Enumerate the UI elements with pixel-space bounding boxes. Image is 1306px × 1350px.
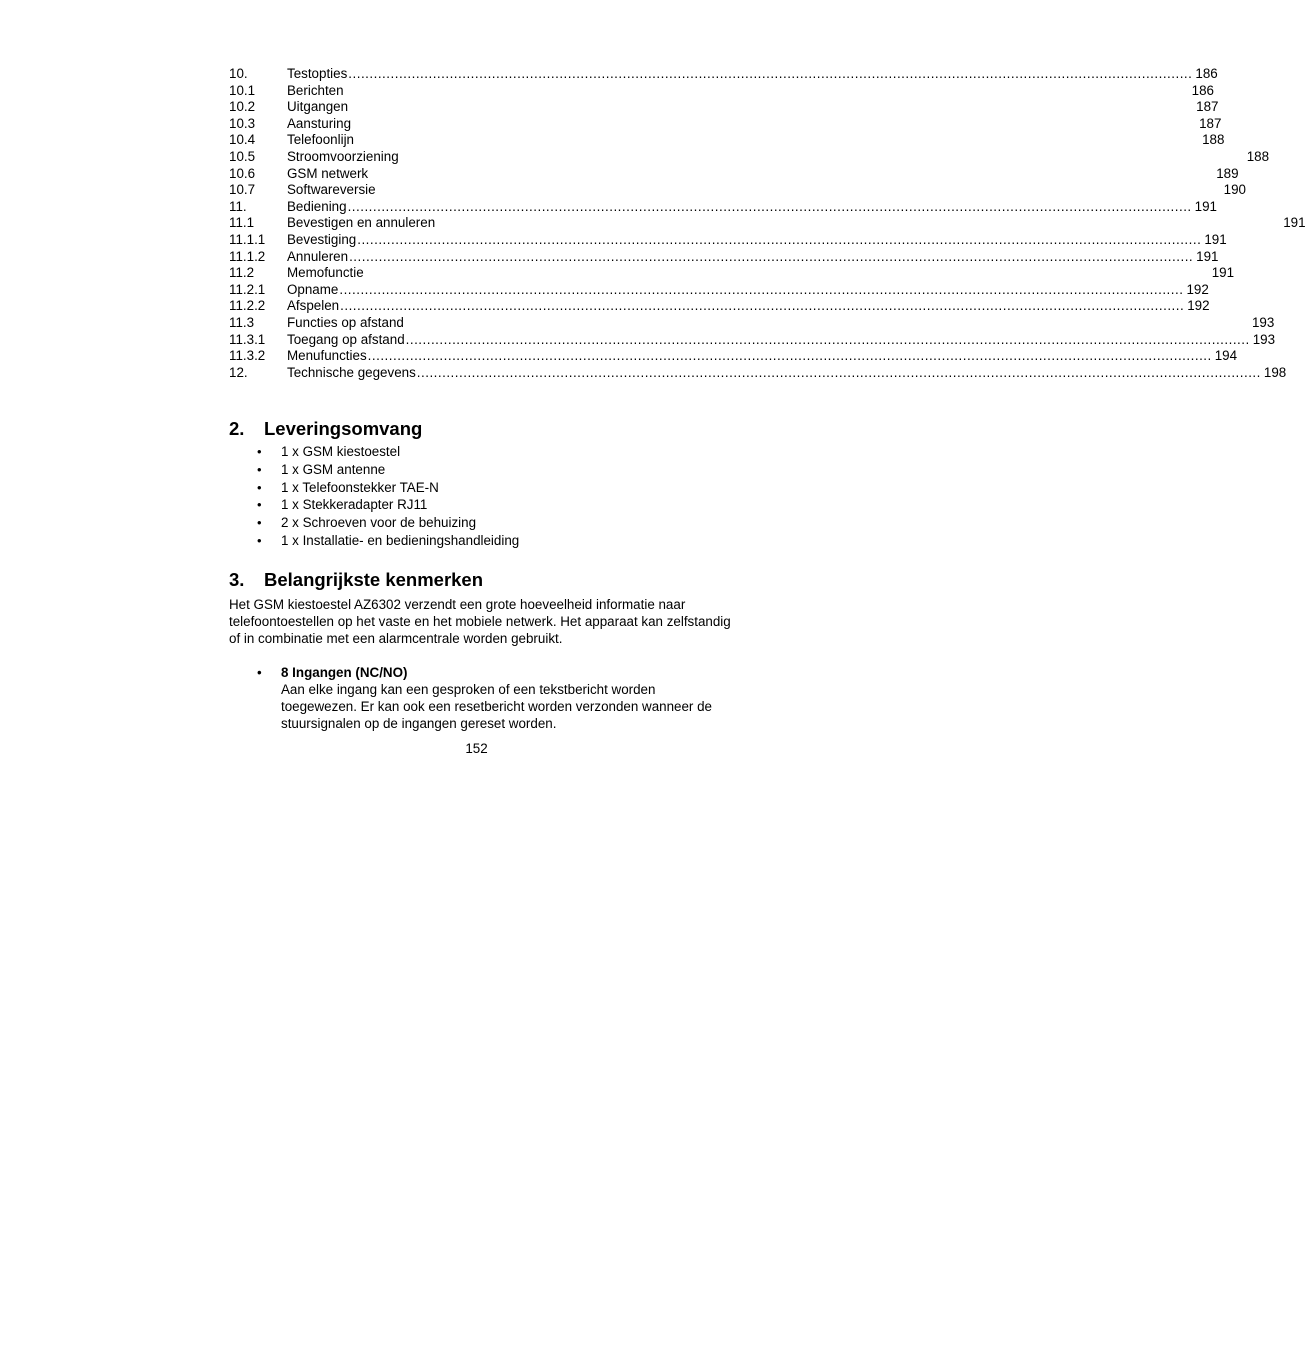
toc-title: Testopties: [287, 66, 348, 81]
toc-number: 11.2.2: [229, 298, 266, 314]
list-item: [229, 479, 734, 497]
feature-item: [229, 664, 734, 732]
bullet-icon: •: [257, 444, 262, 460]
toc-title: Bediening: [287, 198, 347, 214]
toc-title: Aansturing: [287, 115, 352, 131]
toc-leader-dots: ........................................................................................................................................................................................................: [416, 364, 1261, 380]
toc-number: 11.1.2: [229, 248, 266, 264]
page-number: 152: [465, 740, 488, 756]
toc-row: [229, 215, 1306, 232]
list-item-text: 1 x Telefoonstekker TAE-N: [281, 479, 439, 495]
toc-title: Softwareversie: [287, 182, 376, 198]
toc-row: [229, 314, 1275, 332]
toc-number: 11.1.1: [229, 231, 266, 247]
toc-page-number: 187: [1196, 99, 1219, 115]
table-of-contents: [229, 66, 1306, 381]
toc-row: [229, 248, 1219, 266]
toc-number: 11.2: [229, 265, 255, 281]
section-number: 3.: [229, 568, 245, 590]
toc-page-number: 190: [1223, 182, 1246, 198]
toc-row: [229, 298, 1210, 315]
toc-title: Annuleren: [287, 248, 349, 264]
toc-title: Telefoonlijn: [287, 132, 354, 148]
toc-row: [229, 182, 1246, 199]
toc-number: 10.4: [229, 132, 256, 148]
bullet-icon: •: [257, 532, 262, 548]
section-title: Leveringsomvang: [264, 418, 423, 440]
toc-row: [229, 198, 1217, 216]
toc-title: Toegang op afstand: [287, 331, 405, 347]
toc-title: Functies op afstand: [287, 314, 404, 330]
toc-page-number: 187: [1199, 115, 1222, 131]
list-item-text: 1 x Installatie- en bedieningshandleiding: [281, 532, 520, 548]
toc-page-number: 191: [1196, 248, 1219, 264]
toc-row: [229, 331, 1276, 349]
list-item: [229, 443, 734, 461]
toc-row: [229, 231, 1227, 249]
toc-row: [229, 281, 1209, 299]
feature-description: Aan elke ingang kan een gesproken of een tekstbericht worden toegewezen. Er kan ook een resetbericht worden verzonden wanneer de stuursignalen op de ingangen gereset worden.: [281, 681, 713, 731]
toc-leader-dots: ........................................................................................................................................................................................................: [348, 66, 1193, 81]
document-page: [229, 66, 1306, 757]
toc-leader-dots: ........................................................................................................................................................................................................: [349, 248, 1194, 264]
bullet-icon: •: [257, 479, 262, 495]
feature-title: 8 Ingangen (NC/NO): [281, 664, 408, 680]
toc-title: Bevestiging: [287, 231, 357, 247]
list-item: [229, 461, 734, 479]
toc-page-number: 191: [1194, 198, 1217, 214]
bullet-icon: •: [257, 461, 262, 477]
toc-page-number: 191: [1204, 231, 1227, 247]
toc-leader-dots: ........................................................................................................................................................................................................: [367, 348, 1212, 364]
intro-paragraph: Het GSM kiestoestel AZ6302 verzendt een grote hoeveelheid informatie naar telefoontoestellen op het vaste en het mobiele netwerk. Het apparaat kan zelfstandig of in combinatie met een alarmcentrale worden gebruikt.: [229, 596, 731, 646]
toc-number: 11.1: [229, 215, 255, 231]
toc-page-number: 193: [1251, 314, 1275, 330]
toc-page-number: 192: [1186, 281, 1209, 297]
toc-leader-dots: ........................................................................................................................................................................................................: [405, 331, 1250, 347]
toc-row: [229, 148, 1270, 166]
toc-number: 12.: [229, 364, 248, 380]
toc-page-number: 188: [1202, 132, 1225, 148]
bullet-icon: •: [257, 497, 262, 513]
list-item-text: 1 x GSM kiestoestel: [281, 444, 401, 460]
toc-number: 10.7: [229, 182, 256, 198]
toc-title: Memofunctie: [287, 265, 364, 281]
section-heading-kenmerken: [229, 569, 734, 591]
toc-page-number: 193: [1252, 331, 1276, 347]
toc-row: [229, 99, 1219, 116]
toc-number: 10.2: [229, 99, 256, 115]
toc-number: 11.2.1: [229, 281, 266, 297]
toc-title: Menufuncties: [287, 348, 367, 364]
toc-title: Bevestigen en annuleren: [287, 215, 436, 231]
toc-leader-dots: ........................................................................................................................................................................................................: [339, 281, 1184, 297]
bullet-icon: •: [257, 515, 262, 531]
toc-title: Stroomvoorziening: [287, 148, 399, 164]
toc-page-number: 189: [1216, 165, 1239, 181]
toc-leader-dots: ........................................................................................................................................................................................................: [340, 298, 1185, 314]
toc-page-number: 188: [1246, 148, 1270, 164]
list-item: [229, 496, 734, 514]
toc-number: 11.: [229, 198, 247, 214]
toc-page-number: 186: [1195, 66, 1218, 81]
toc-number: 10.: [229, 66, 248, 81]
toc-row: [229, 364, 1287, 382]
toc-row: [229, 165, 1239, 183]
toc-number: 10.5: [229, 148, 256, 164]
toc-title: Afspelen: [287, 298, 340, 314]
list-item-text: 1 x GSM antenne: [281, 461, 386, 477]
toc-title: Berichten: [287, 82, 344, 98]
toc-row: [229, 115, 1222, 133]
toc-number: 10.3: [229, 115, 256, 131]
toc-row: [229, 66, 1218, 83]
toc-title: Technische gegevens: [287, 364, 416, 380]
list-item: [229, 532, 734, 550]
toc-number: 11.3.2: [229, 348, 266, 364]
toc-number: 10.1: [229, 82, 256, 98]
delivery-list: [229, 443, 734, 549]
toc-page-number: 192: [1187, 298, 1210, 314]
toc-row: [229, 132, 1225, 149]
toc-title: GSM netwerk: [287, 165, 369, 181]
section-title: Belangrijkste kenmerken: [264, 568, 484, 590]
toc-leader-dots: ........................................................................................................................................................................................................: [347, 198, 1192, 214]
section-heading-leveringsomvang: [229, 418, 734, 440]
toc-number: 10.6: [229, 165, 256, 181]
toc-page-number: 191: [1283, 215, 1306, 231]
toc-title: Uitgangen: [287, 99, 349, 115]
toc-title: Opname: [287, 281, 339, 297]
toc-row: [229, 348, 1238, 365]
toc-leader-dots: ........................................................................................................................................................................................................: [357, 231, 1202, 247]
toc-number: 11.3.1: [229, 331, 266, 347]
list-item-text: 1 x Stekkeradapter RJ11: [281, 497, 428, 513]
toc-number: 11.3: [229, 314, 255, 330]
toc-page-number: 191: [1211, 265, 1235, 281]
section-number: 2.: [229, 418, 245, 440]
toc-page-number: 186: [1191, 82, 1214, 98]
toc-row: [229, 265, 1235, 282]
toc-row: [229, 82, 1214, 100]
bullet-icon: •: [257, 664, 262, 680]
toc-page-number: 194: [1214, 348, 1238, 364]
list-item: [229, 514, 734, 532]
list-item-text: 2 x Schroeven voor de behuizing: [281, 515, 477, 531]
toc-page-number: 198: [1263, 364, 1287, 380]
